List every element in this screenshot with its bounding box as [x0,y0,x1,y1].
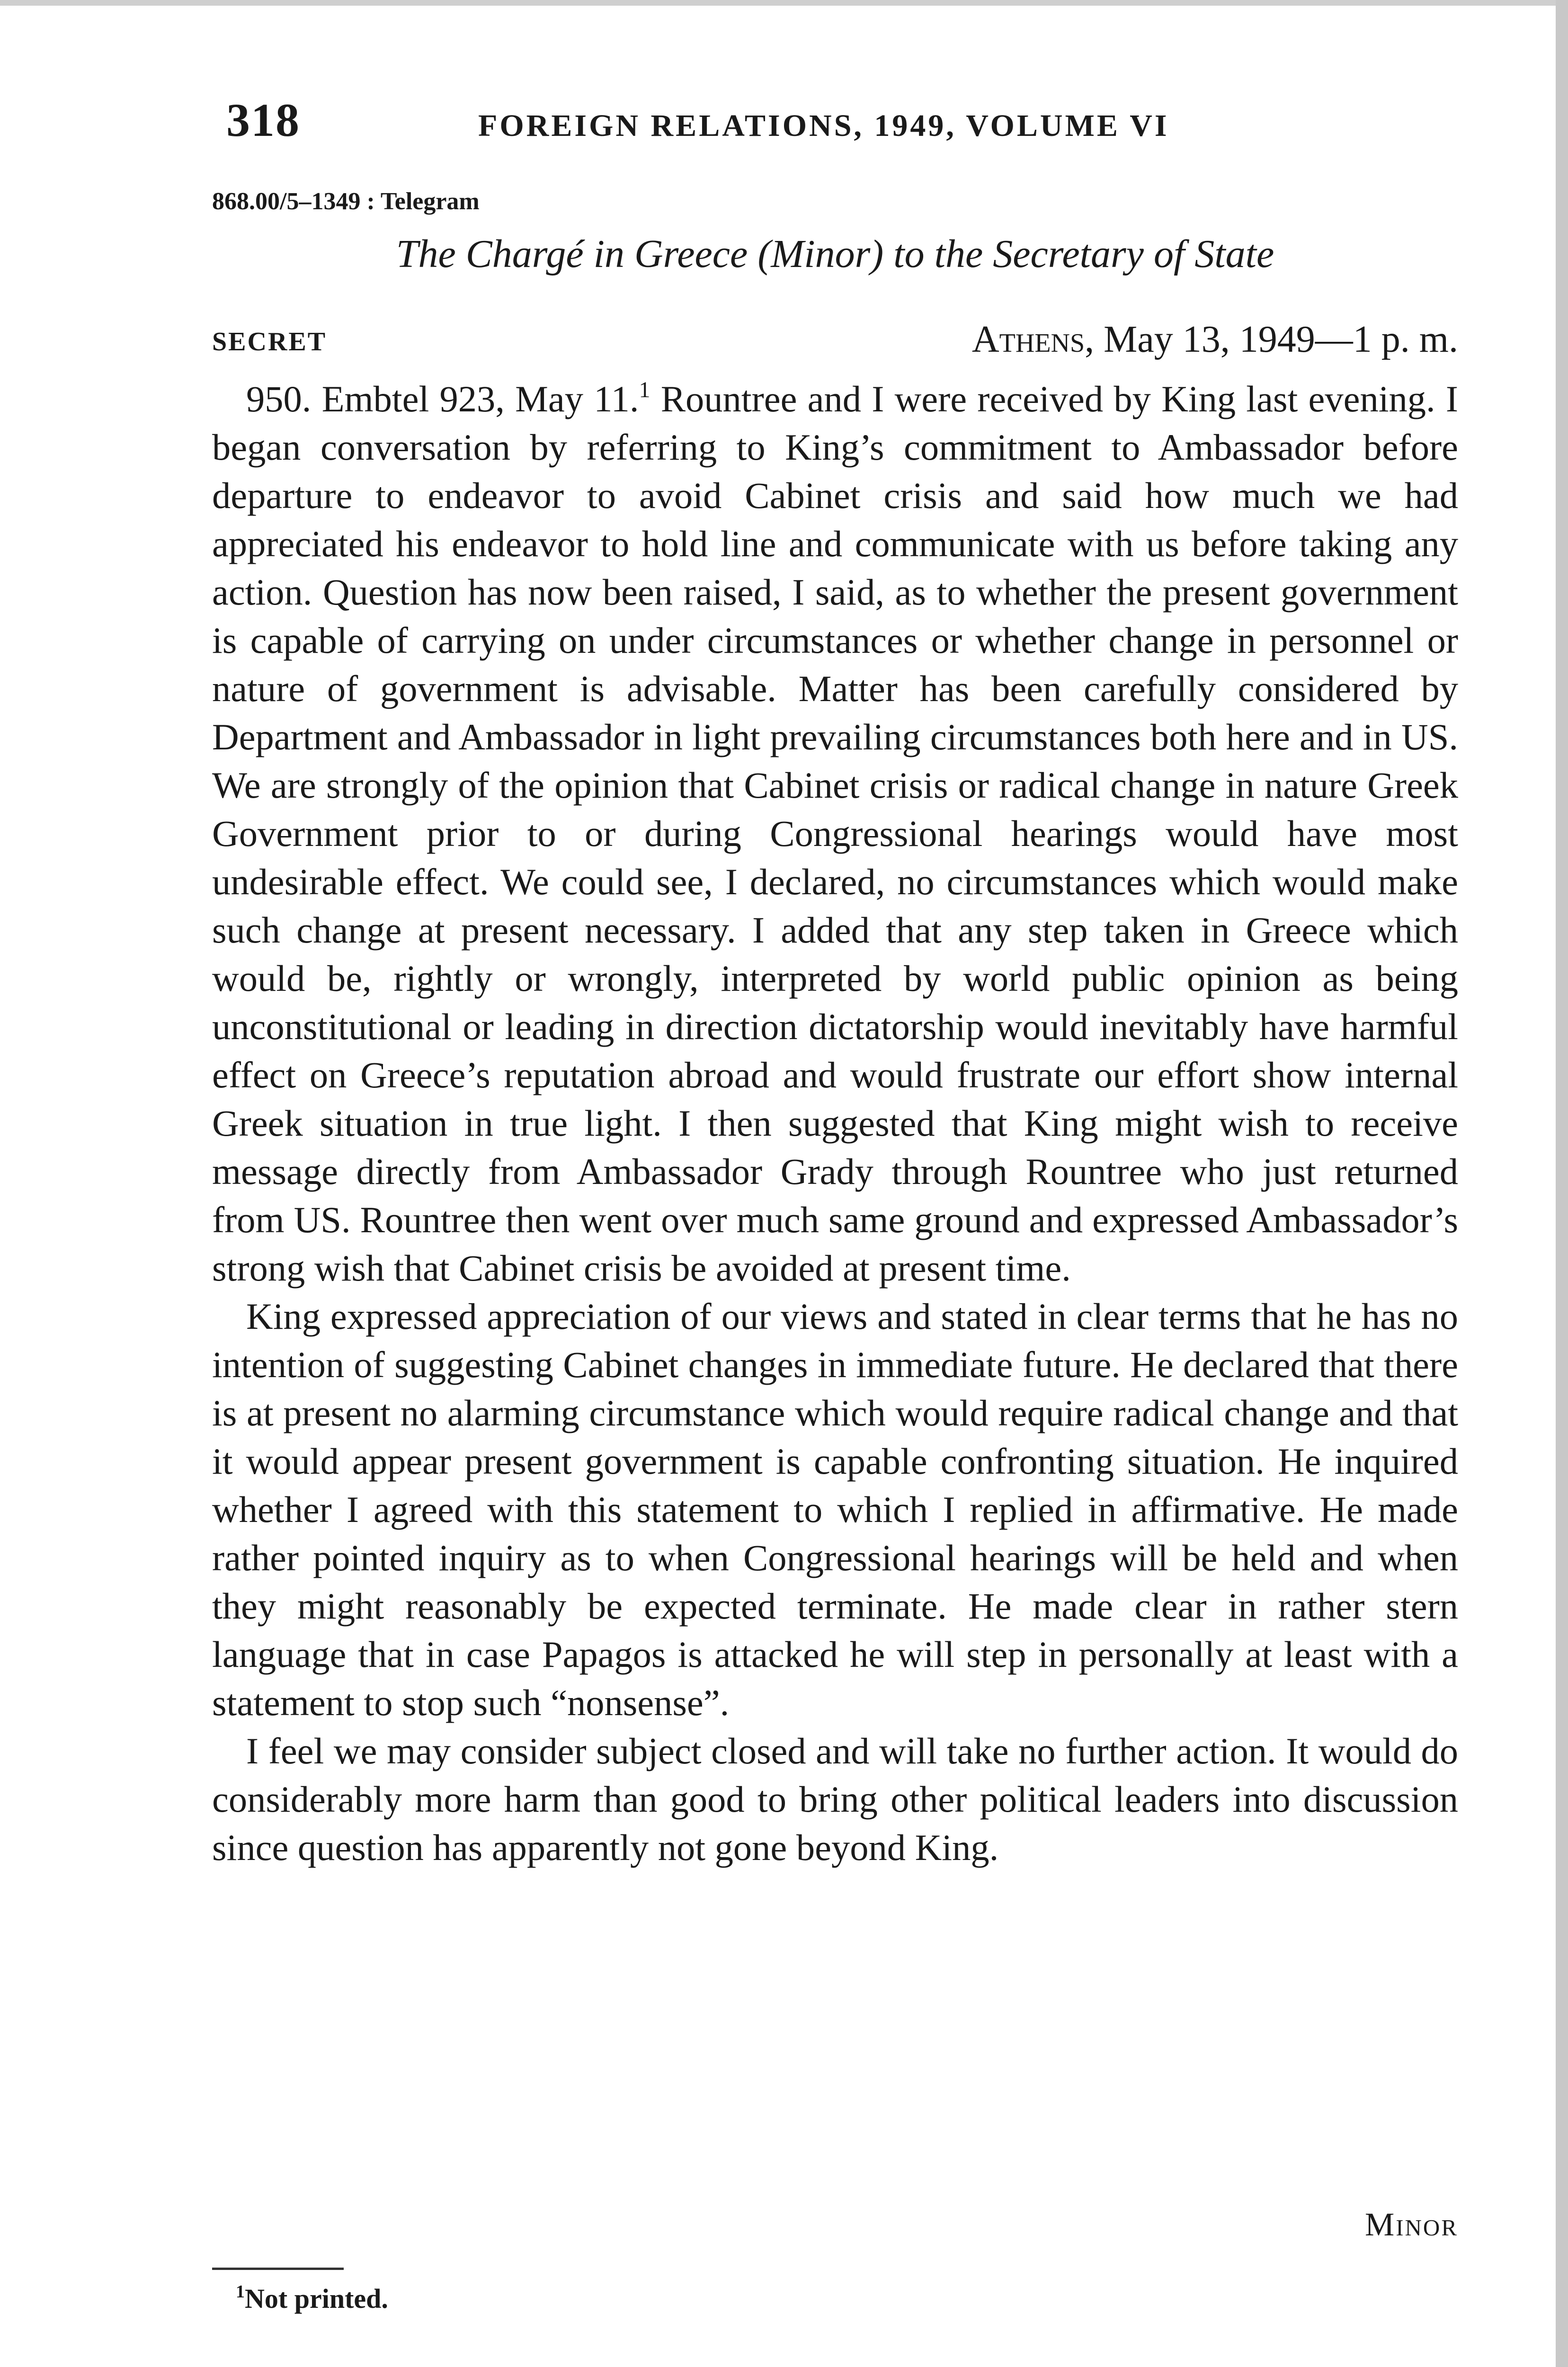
footnote-mark: 1 [236,2282,245,2302]
footnote-text: Not printed. [245,2283,388,2314]
signature: Minor [1364,2207,1458,2243]
paragraph-1-lead: 950. Embtel 923, May 11. [246,378,639,419]
file-reference: 868.00/5–1349 : Telegram [212,188,480,215]
paragraph-2: King expressed appreciation of our views and stated in clear terms that he has no intention of suggesting Cabinet changes in immediate future. He declared that there is at present no alarming circumstance which would require radical change and that it would appear present government is capable confronting situation. He inquired whether I agreed with this statement to which I replied in affirmative. He made rather pointed inquiry as to when Congressional hearings will be held and when they might reasonably be expected terminate. He made clear in rather stern language that in case Papagos is attacked he will step in personally at least with a statement to stop such “nonsense”. [212,1296,1458,1723]
footnote-divider [212,2268,344,2270]
paragraph-3: I feel we may consider subject closed and will take no further action. It would do considerably more harm than good to bring other political leaders into discussion since question has apparently not gone beyond King. [212,1730,1458,1868]
scan-edge-right [1556,0,1568,2367]
page-number: 318 [226,94,300,146]
paragraph-1 [212,375,1458,1292]
footnote [236,2283,388,2314]
dateline [972,318,1458,361]
classification: SECRET [212,327,327,356]
telegram-body [212,375,1458,1872]
footnote-reference: 1 [639,377,650,402]
scan-edge-top [0,0,1568,6]
paragraph-1-text: Rountree and I were received by King last evening. I began conversation by referring to King’s commitment to Ambassador before departure to endeavor to avoid Cabinet crisis and said how much we had appreciated his endeavor to hold line and communicate with us before taking any action. Question has now been raised, I said, as to whether the present government is capable of carrying on under circumstances or whether change in personnel or nature of government is advisable. Matter has been carefully considered by Department and Ambassador in light prevailing circumstances both here and in US. We are strongly of the opinion that Cabinet crisis or radical change in nature Greek Government prior to or during Congressional hearings would have most undesirable effect. We could see, I declared, no circumstances which would make such change at present necessary. I added that any step taken in Greece which would be, rightly or wrongly, interpreted by world public opinion as being unconstitutional or leading in direction dictatorship would inevitably have harmful effect on Greece’s reputation abroad and would frustrate our effort show internal Greek situation in true light. I then suggested that King might wish to receive message directly from Ambassador Grady through Rountree who just returned from US. Rountree then went over much same ground and expressed Ambassador’s strong wish that Cabinet crisis be avoided at present time. [212,378,1458,1289]
running-title: FOREIGN RELATIONS, 1949, VOLUME VI [478,108,1169,143]
document-title: The Chargé in Greece (Minor) to the Secretary of State [396,232,1274,276]
dateline-place: Athens, [971,319,1095,360]
dateline-date: May 13, 1949—1 p. m. [1104,319,1458,360]
